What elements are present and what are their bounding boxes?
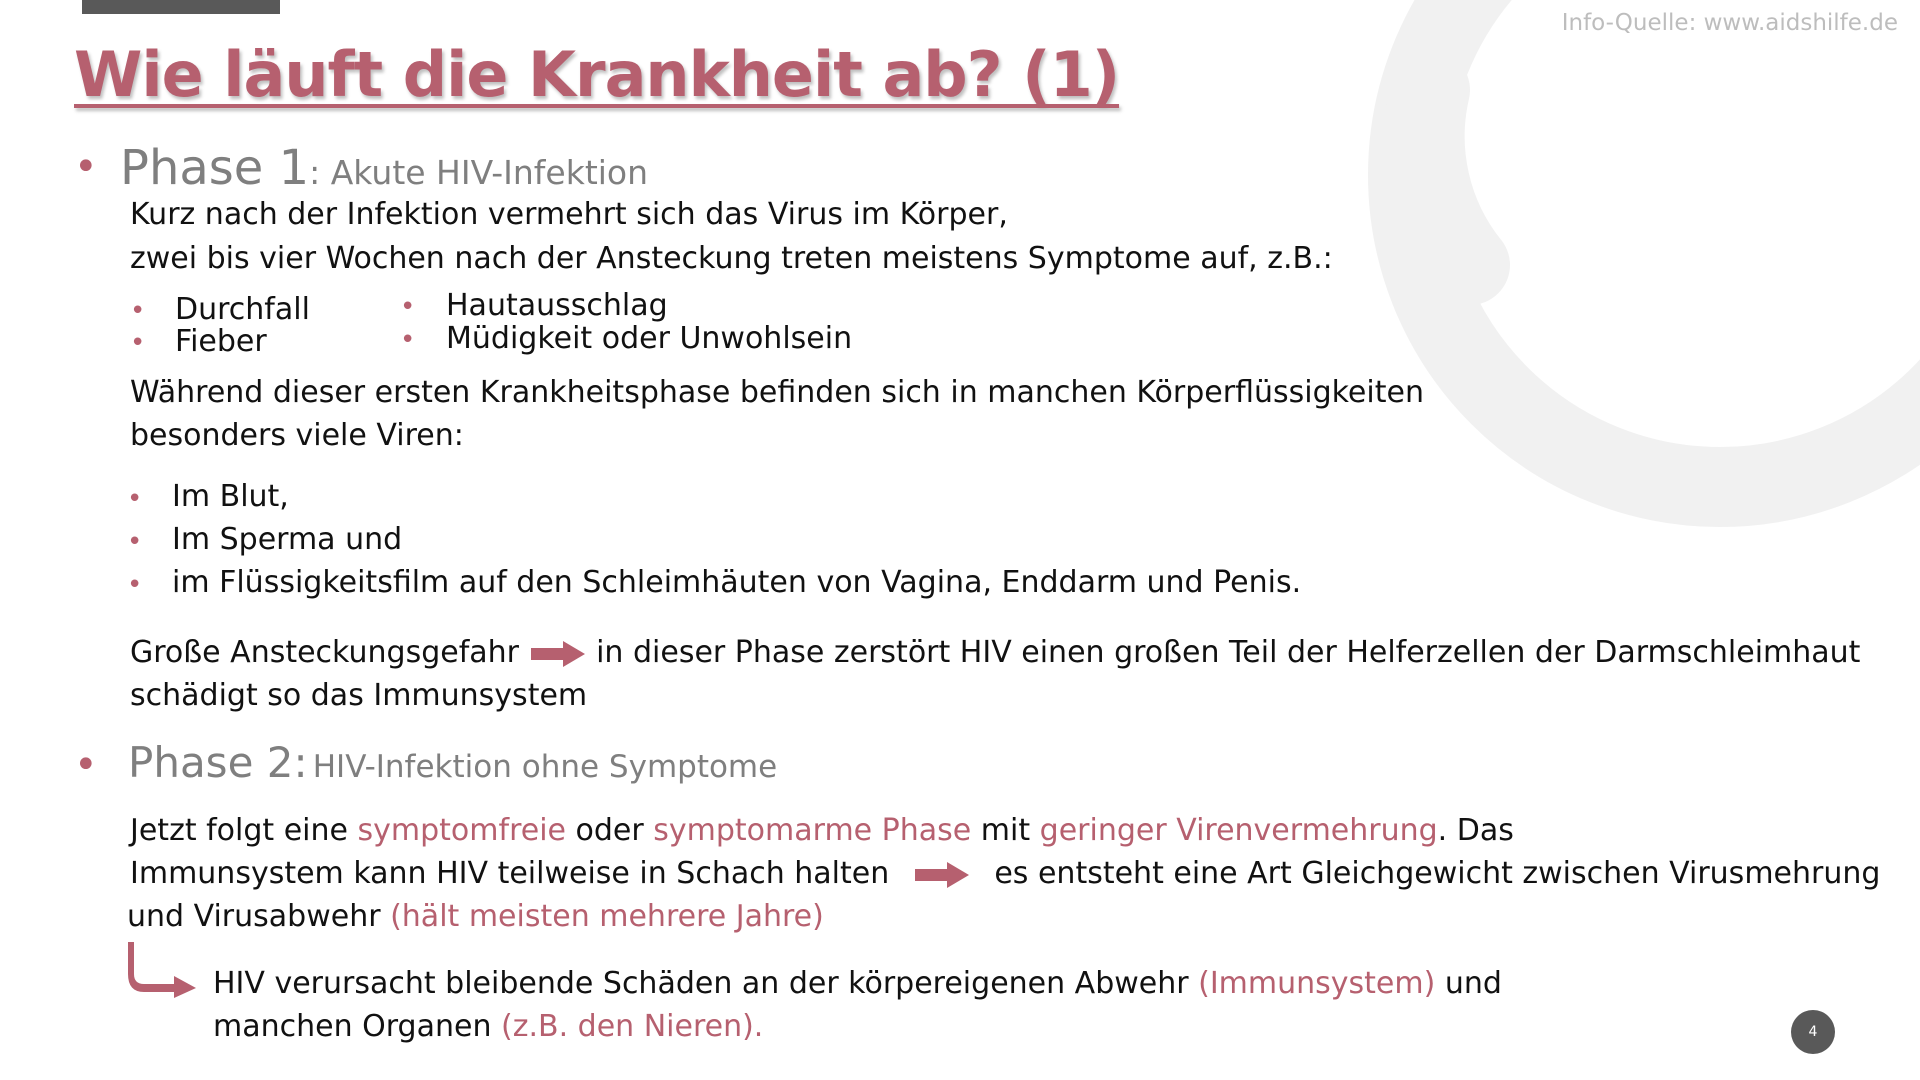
phase1-intro-line2: zwei bis vier Wochen nach der Ansteckung treten meistens Symptome auf, z.B.: — [130, 241, 1333, 276]
phase1-heading — [120, 140, 648, 196]
highlight-virenvermehrung: geringer Virenvermehrung — [1039, 813, 1438, 848]
text-run: oder — [566, 813, 654, 848]
phase1-subtitle: : Akute HIV-Infektion — [309, 153, 649, 192]
top-accent-bar — [82, 0, 280, 14]
text-run: HIV verursacht bleibende Schäden an der körpereigenen Abwehr — [213, 966, 1199, 1001]
highlight-symptomfreie: symptomfreie — [357, 813, 566, 848]
fluid-bullet: • — [127, 527, 143, 557]
symptom-item: Hautausschlag — [446, 288, 668, 323]
highlight-symptomarme: symptomarme Phase — [653, 813, 972, 848]
right-arrow-icon — [913, 860, 971, 890]
phase1-intro-line1: Kurz nach der Infektion vermehrt sich das Virus im Körper, — [130, 197, 1008, 232]
risk-line — [130, 631, 1860, 674]
phase2-paragraph-line3 — [127, 895, 824, 938]
risk-text: in dieser Phase zerstört HIV einen großen Teil der Helferzellen der Darmschleimhaut — [596, 635, 1861, 670]
fluid-item: im Flüssigkeitsfilm auf den Schleimhäuten von Vagina, Enddarm und Penis. — [172, 565, 1302, 600]
fluid-item: Im Blut, — [172, 479, 289, 514]
fluid-item: Im Sperma und — [172, 522, 403, 557]
text-run: und Virusabwehr — [127, 899, 391, 934]
phase2-label: Phase 2: — [128, 738, 308, 787]
corner-arrow-icon — [128, 940, 200, 998]
text-run: Immunsystem kann HIV teilweise in Schach halten — [130, 856, 890, 891]
phase2-paragraph-line2 — [130, 852, 1880, 895]
phase2-paragraph-line1 — [130, 809, 1514, 852]
symptom-bullet: • — [400, 325, 416, 355]
text-run: Jetzt folgt eine — [130, 813, 358, 848]
symptom-item: Durchfall — [175, 292, 310, 327]
symptom-bullet: • — [400, 292, 416, 322]
symptom-item: Müdigkeit oder Unwohlsein — [446, 321, 853, 356]
page-number-badge: 4 — [1791, 1010, 1835, 1054]
page-title: Wie läuft die Krankheit ab? (1) — [74, 38, 1120, 111]
phase2-bullet: • — [74, 742, 98, 788]
phase2-subtitle: HIV-Infektion ohne Symptome — [312, 749, 778, 785]
highlight-nieren: (z.B. den Nieren). — [501, 1009, 764, 1044]
symptom-bullet: • — [130, 328, 146, 358]
consequence-line2 — [213, 1005, 763, 1048]
right-arrow-icon — [529, 639, 587, 669]
text-run: es entsteht eine Art Gleichgewicht zwischen Virusmehrung — [994, 856, 1881, 891]
viren-intro-line2: besonders viele Viren: — [130, 418, 464, 453]
viren-intro-line1: Während dieser ersten Krankheitsphase befinden sich in manchen Körperflüssigkeiten — [130, 375, 1424, 410]
phase1-label: Phase 1 — [120, 140, 310, 196]
risk-line2: schädigt so das Immunsystem — [130, 678, 588, 713]
consequence-line1 — [213, 962, 1502, 1005]
phase2-heading — [128, 738, 777, 787]
highlight-immunsystem: (Immunsystem) — [1198, 966, 1436, 1001]
symptom-bullet: • — [130, 296, 146, 326]
risk-label: Große Ansteckungsgefahr — [130, 635, 519, 670]
fluid-bullet: • — [127, 570, 143, 600]
text-run: mit — [971, 813, 1040, 848]
text-run: manchen Organen — [213, 1009, 502, 1044]
source-note: Info-Quelle: www.aidshilfe.de — [1561, 10, 1898, 36]
text-run: . Das — [1437, 813, 1514, 848]
highlight-duration: (hält meisten mehrere Jahre) — [390, 899, 824, 934]
phase1-bullet: • — [74, 144, 98, 190]
symptom-item: Fieber — [175, 324, 267, 359]
fluid-bullet: • — [127, 484, 143, 514]
text-run: und — [1435, 966, 1502, 1001]
